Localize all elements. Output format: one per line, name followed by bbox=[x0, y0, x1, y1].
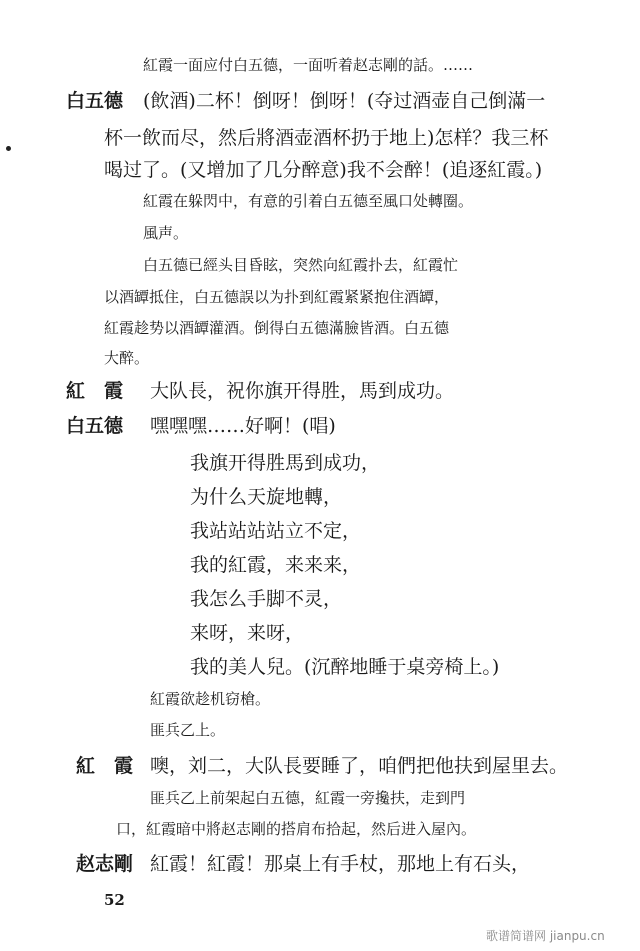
stage-direction: 紅霞欲趁机窃槍。 bbox=[150, 690, 271, 708]
stage-direction: 紅霞在躲閃中，有意的引着白五德至風口处轉圈。 bbox=[143, 192, 474, 210]
stage-direction: 風声。 bbox=[143, 224, 189, 242]
dialogue-text: 紅霞！紅霞！那桌上有手杖，那地上有石头， bbox=[150, 853, 531, 875]
stage-direction: 白五德已經头目昏眩，突然向紅霞扑去，紅霞忙 bbox=[143, 256, 459, 274]
dialogue-text: (飲酒)二杯！倒呀！倒呀！(夺过酒壶自己倒滿一 bbox=[143, 90, 546, 112]
speaker-name: 紅 霞 bbox=[76, 755, 134, 777]
song-lyric: 我怎么手脚不灵， bbox=[190, 588, 343, 610]
song-lyric: 来呀，来呀， bbox=[190, 622, 305, 644]
dialogue-text: 嘿嘿嘿……好啊！(唱) bbox=[150, 415, 336, 437]
song-lyric: 我旗开得胜馬到成功， bbox=[190, 452, 381, 474]
speaker-name: 白五德 bbox=[66, 415, 124, 437]
stage-direction: 匪兵乙上前架起白五德，紅霞一旁攙扶，走到門 bbox=[150, 789, 466, 807]
song-lyric: 我的美人兒。(沉醉地睡于桌旁椅上。) bbox=[190, 656, 500, 678]
dialogue-text: 大队長，祝你旗开得胜，馬到成功。 bbox=[150, 380, 455, 402]
site-watermark: 歌谱简谱网 jianpu.cn bbox=[486, 929, 605, 943]
dialogue-text: 噢，刘二，大队長要睡了，咱們把他扶到屋里去。 bbox=[150, 755, 569, 777]
dialogue-text: 喝过了。(又增加了几分醉意)我不会醉！(追逐紅霞。) bbox=[104, 159, 543, 181]
page-number: 52 bbox=[104, 891, 125, 909]
speaker-name: 赵志剛 bbox=[76, 853, 134, 875]
song-lyric: 为什么天旋地轉， bbox=[190, 486, 343, 508]
margin-mark bbox=[6, 146, 11, 151]
song-lyric: 我站站站站立不定， bbox=[190, 520, 362, 542]
dialogue-text: 杯一飲而尽，然后將酒壶酒杯扔于地上)怎样？我三杯 bbox=[104, 127, 549, 149]
stage-direction: 大醉。 bbox=[104, 349, 150, 367]
stage-direction: 口，紅霞暗中將赵志剛的搭肩布拾起，然后进入屋內。 bbox=[116, 820, 477, 838]
stage-direction: 匪兵乙上。 bbox=[150, 721, 226, 739]
speaker-name: 白五德 bbox=[66, 90, 124, 112]
stage-direction: 以酒罈抵住，白五德誤以为扑到紅霞紧紧抱住酒罈， bbox=[104, 288, 450, 306]
stage-direction: 紅霞一面应付白五德，一面听着赵志剛的話。…… bbox=[143, 56, 474, 74]
speaker-name: 紅 霞 bbox=[66, 380, 124, 402]
song-lyric: 我的紅霞，来来来， bbox=[190, 554, 362, 576]
stage-direction: 紅霞趁势以酒罈灌酒。倒得白五德滿臉皆酒。白五德 bbox=[104, 319, 450, 337]
